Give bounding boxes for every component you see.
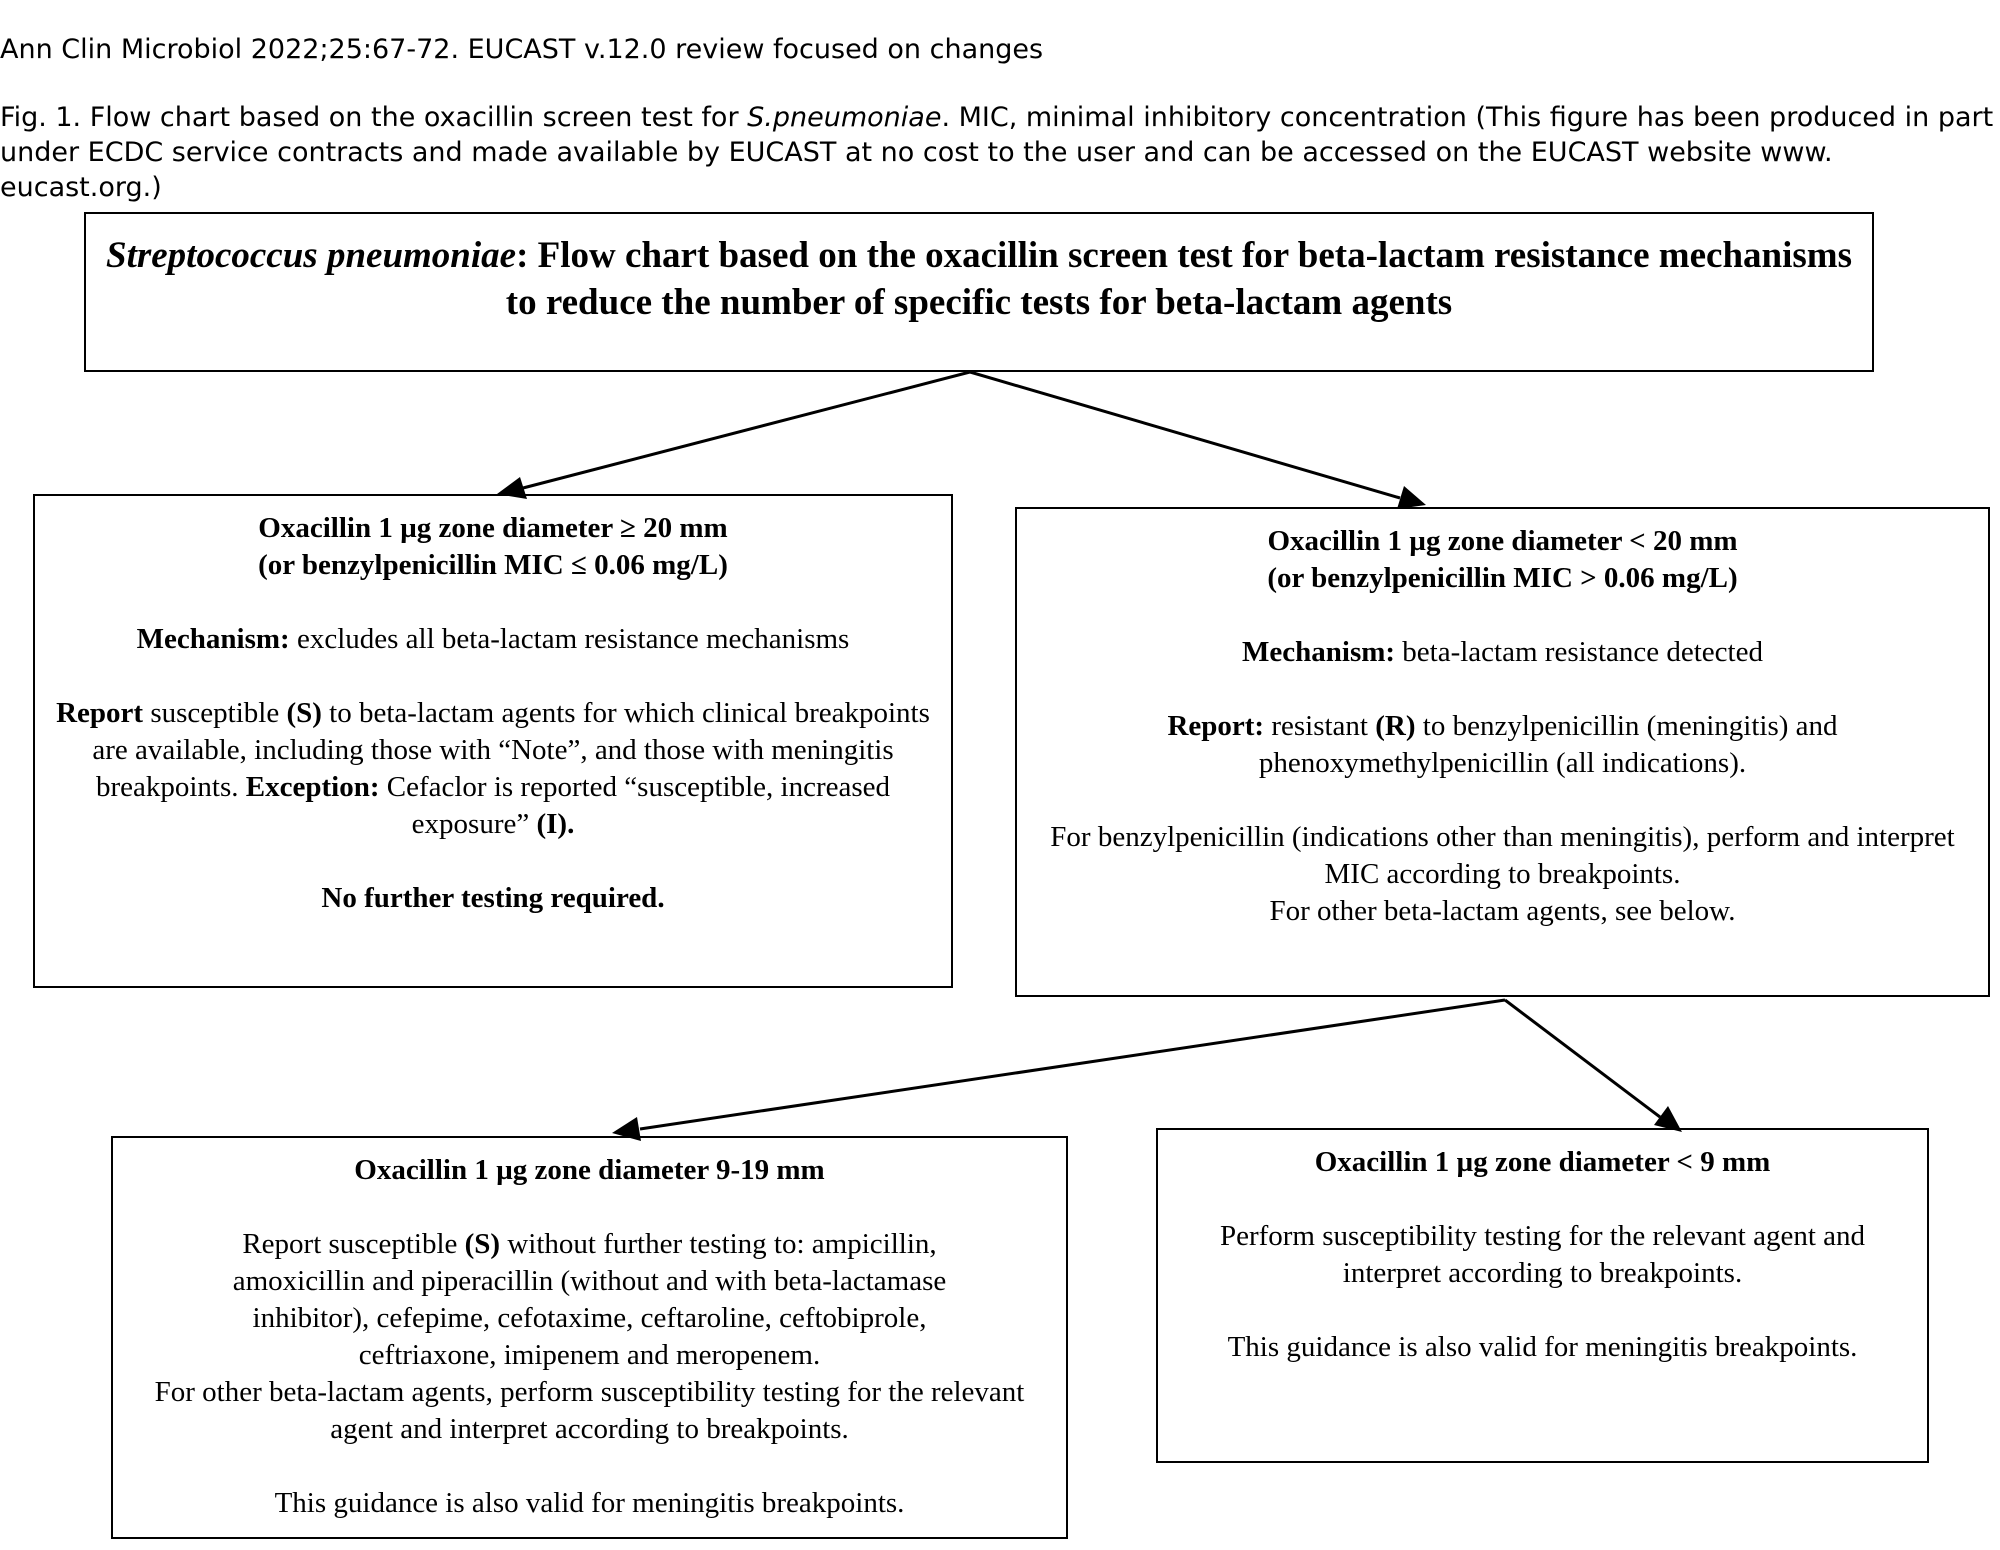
box-b-report-text1: resistant: [1264, 710, 1376, 742]
flowchart-title-box: [84, 212, 1874, 372]
box-a-report: [35, 695, 951, 843]
box-b-report-label: Report:: [1167, 710, 1265, 742]
journal-citation: Ann Clin Microbiol 2022;25:67-72. EUCAST v.12.0 review focused on changes: [0, 34, 1044, 65]
box-a-exception-text: Cefaclor is reported “susceptible, increased exposure”: [379, 771, 891, 840]
box-d-heading: Oxacillin 1 µg zone diameter < 9 mm: [1314, 1146, 1771, 1178]
arrow-b-to-d: [1505, 1000, 1660, 1117]
title-text: : Flow chart based on the oxacillin screen test for beta-lactam resistance mechanisms to reduce the number of specific tests for beta-lactam agents: [505, 235, 1852, 323]
box-zone-9-19: [111, 1136, 1068, 1539]
box-b-mechanism: [1017, 634, 1988, 671]
box-a-heading2: (or benzylpenicillin MIC ≤ 0.06 mg/L): [258, 549, 728, 581]
box-c-guidance: This guidance is also valid for meningitis breakpoints.: [274, 1487, 905, 1519]
box-c-report-text2: without further testing to: ampicillin, amoxicillin and piperacillin (without and with beta-lactamase inhibitor), cefepime, cefotaxime, ceftaroline, ceftobiprole, ceftriaxone, imipenem and meropenem.: [232, 1228, 947, 1371]
box-c-report: [113, 1226, 1066, 1374]
arrow-title-to-b: [970, 372, 1400, 498]
box-a-no-further: No further testing required.: [321, 882, 665, 914]
box-zone-lt-9: [1156, 1128, 1929, 1463]
box-c-report-text1: Report susceptible: [242, 1228, 465, 1260]
box-c-report-s: (S): [464, 1228, 501, 1260]
box-c-other: For other beta-lactam agents, perform susceptibility testing for the relevant agent and interpret according to breakpoints.: [154, 1376, 1025, 1445]
box-a-report-s: (S): [286, 697, 322, 729]
arrow-title-to-a: [523, 372, 970, 488]
caption-organism: S.pneumoniae: [747, 102, 942, 133]
box-a-heading1: Oxacillin 1 µg zone diameter ≥ 20 mm: [258, 512, 728, 544]
title-organism: Streptococcus pneumoniae: [106, 235, 517, 276]
box-zone-ge-20: [33, 494, 953, 988]
box-a-mechanism: [35, 621, 951, 658]
box-d-perform: Perform susceptibility testing for the relevant agent and interpret according to breakpoints.: [1219, 1220, 1866, 1289]
box-a-exception-i: (I).: [536, 808, 575, 840]
box-zone-lt-20: [1015, 507, 1990, 997]
arrow-b-to-c: [640, 1000, 1505, 1129]
box-b-heading2: (or benzylpenicillin MIC > 0.06 mg/L): [1267, 562, 1738, 594]
box-a-mechanism-label: Mechanism:: [136, 623, 290, 655]
arrowhead-b: [1397, 486, 1426, 509]
caption-suffix: . MIC, minimal inhibitory concentration (This figure has been produced in part under ECDC service contracts and made available by EUCAST at no cost to the user and can be accessed on the EUCAST website www. eucast.org.): [0, 102, 1994, 203]
caption-prefix: Fig. 1. Flow chart based on the oxacillin screen test for: [0, 102, 748, 133]
box-d-guidance: This guidance is also valid for meningitis breakpoints.: [1227, 1331, 1858, 1363]
box-b-mechanism-label: Mechanism:: [1242, 636, 1396, 668]
box-a-report-text1: susceptible: [143, 697, 287, 729]
box-b-mechanism-text: beta-lactam resistance detected: [1395, 636, 1763, 668]
box-a-mechanism-text: excludes all beta-lactam resistance mechanisms: [289, 623, 850, 655]
box-b-line1: For benzylpenicillin (indications other than meningitis), perform and interpret MIC according to breakpoints.: [1050, 821, 1955, 890]
box-b-heading1: Oxacillin 1 µg zone diameter < 20 mm: [1267, 525, 1738, 557]
box-a-report-label: Report: [56, 697, 144, 729]
box-b-report-r: (R): [1375, 710, 1416, 742]
box-a-exception-label: Exception:: [245, 771, 380, 803]
box-a-report-text2: to beta-lactam agents for which clinical breakpoints are available, including those with “Note”, and those with meningitis breakpoints.: [92, 697, 930, 803]
box-b-report-text2: to benzylpenicillin (meningitis) and phenoxymethylpenicillin (all indications).: [1258, 710, 1838, 779]
box-b-line2: For other beta-lactam agents, see below.: [1269, 895, 1736, 927]
box-c-heading: Oxacillin 1 µg zone diameter 9-19 mm: [354, 1154, 825, 1186]
box-b-report: [1017, 708, 1988, 782]
